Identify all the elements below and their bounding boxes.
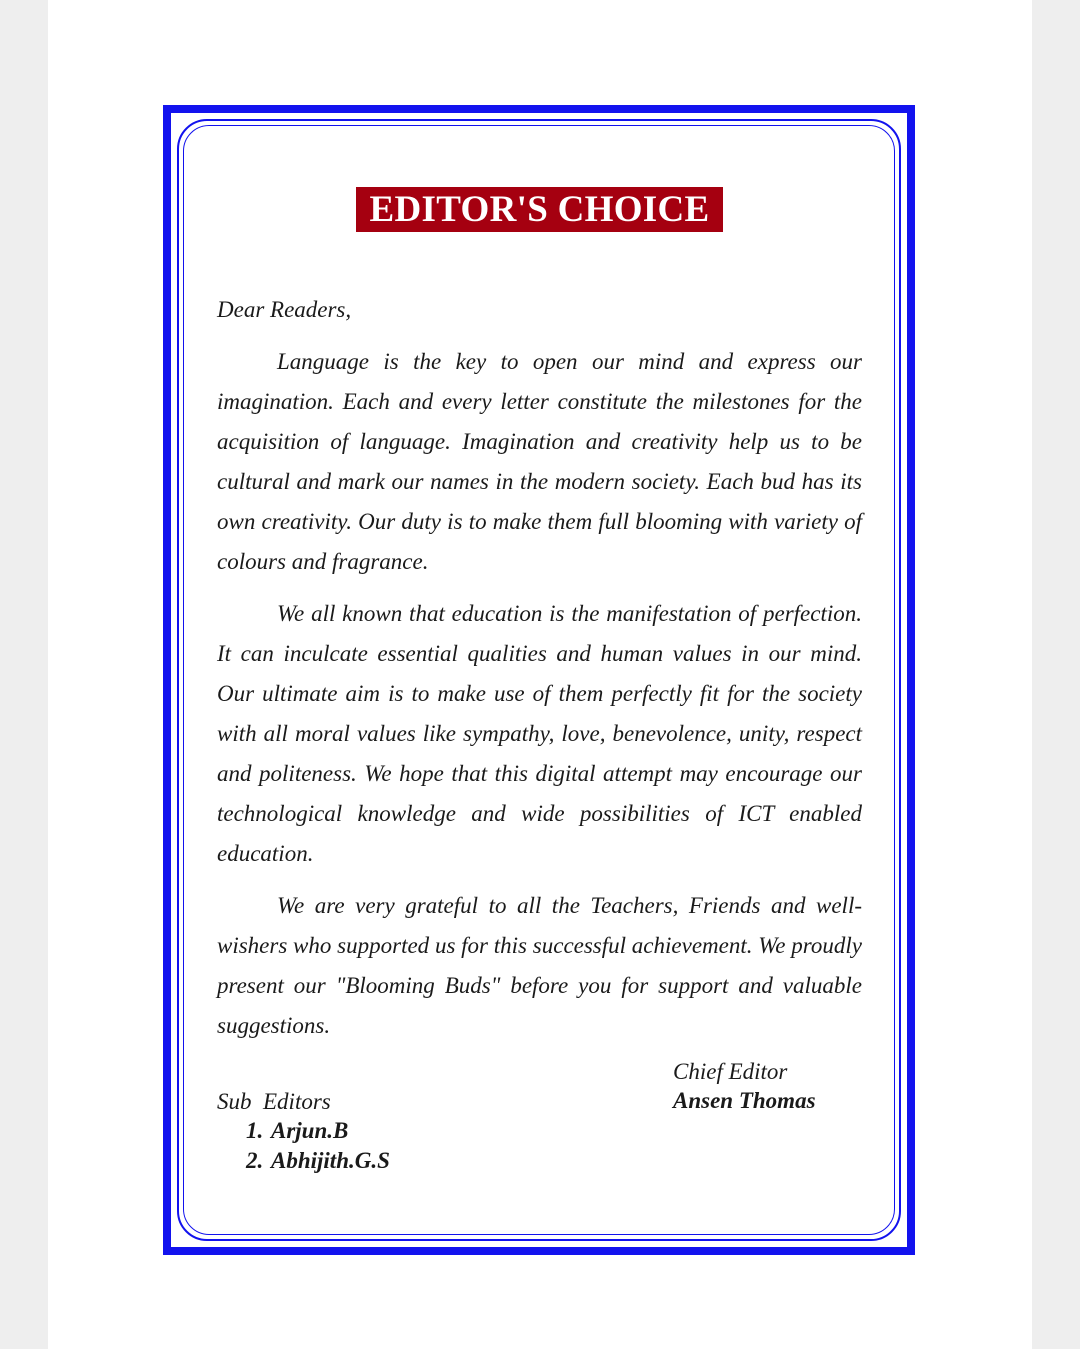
letter-body xyxy=(217,290,862,1058)
paragraph-education: We all known that education is the manifestation of perfection. It can inculcate essential qualities and human values in our mind. Our ultimate aim is to make use of them perfectly fit for the society with all moral values like sympathy, love, benevolence, unity, respect and politeness. We hope that this digital attempt may encourage our technological knowledge and wide possibilities of ICT enabled education. xyxy=(217,601,862,866)
chief-editor-name: Ansen Thomas xyxy=(673,1088,816,1113)
sub-editors-block xyxy=(217,1088,390,1176)
page-title: EDITOR'S CHOICE xyxy=(356,187,723,232)
sub-editors-list xyxy=(217,1116,390,1176)
paragraph-language: Language is the key to open our mind and express our imagination. Each and every letter constitute the milestones for the acquisition of language. Imagination and creativity help us to be cultural and mark our names in the modern society. Each bud has its own creativity. Our duty is to make them full blooming with variety of colours and fragrance. xyxy=(217,349,862,574)
greeting: Dear Readers, xyxy=(217,297,352,322)
chief-editor-signature xyxy=(673,1056,816,1114)
sub-editors-role: Sub Editors xyxy=(217,1089,331,1114)
chief-editor-role: Chief Editor xyxy=(673,1059,788,1084)
sub-editor-name: 2. Abhijith.G.S xyxy=(269,1146,390,1176)
paragraph-gratitude: We are very grateful to all the Teachers, Friends and well-wishers who supported us for this successful achievement. We proudly present our "Blooming Buds" before you for support and valuable suggestions. xyxy=(217,893,862,1038)
sub-editor-name: 1. Arjun.B xyxy=(269,1116,390,1146)
